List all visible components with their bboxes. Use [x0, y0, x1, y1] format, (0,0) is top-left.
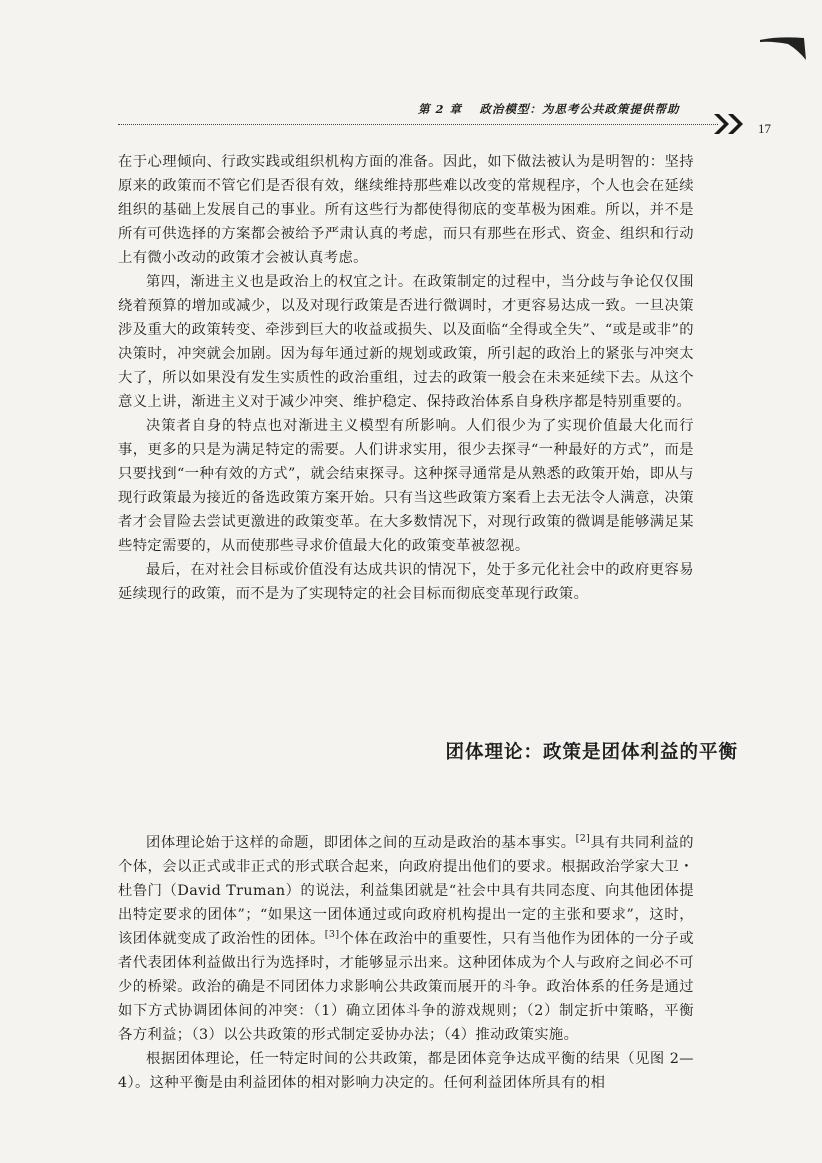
section-body-1 [118, 150, 694, 606]
paragraph [118, 831, 694, 1047]
text-run: 具有共同利益的个体，会以正式或非正式的形式联合起来，向政府提出他们的要求。根据政治学家大卫・杜鲁门（David Truman）的说法，利益集团就是“社会中具有共同态度、向其他团体提出特定要求的团体”；“如果这一团体通过或向政府机构提出一定的主张和要求”，这时，该团体就变成了政治性的团体。 [118, 835, 694, 947]
page-number: 17 [758, 121, 771, 136]
chevron-right-icon [712, 112, 746, 136]
paragraph: 在于心理倾向、行政实践或组织机构方面的准备。因此，如下做法被认为是明智的：坚持原来的政策而不管它们是否很有效，继续维持那些难以改变的常规程序，个人也会在延续组织的基础上发展自己的事业。所有这些行为都使得彻底的变革极为困难。所以，并不是所有可供选择的方案都会被给予严肃认真的考虑，而只有那些在形式、资金、组织和行动上有微小改动的政策才会被认真考虑。 [118, 154, 694, 266]
citation-marker: [2] [575, 833, 591, 845]
text-run: 个体在政治中的重要性，只有当他作为团体的一分子或者代表团体利益做出行为选择时，才能够显示出来。这种团体成为个人与政府之间必不可少的桥梁。政治的确是不同团体力求影响公共政策而展开的斗争。政治体系的任务是通过如下方式协调团体间的冲突：（1）确立团体斗争的游戏规则；（2）制定折中策略，平衡各方利益；（3）以公共政策的形式制定妥协办法；（4）推动政策实施。 [118, 931, 694, 1043]
chapter-title: 第 2 章 政治模型：为思考公共政策提供帮助 [418, 102, 680, 116]
section-heading: 团体理论：政策是团体利益的平衡 [445, 742, 738, 763]
paragraph: 最后，在对社会目标或价值没有达成共识的情况下，处于多元化社会中的政府更容易延续现行的政策，而不是为了实现特定的社会目标而彻底变革现行政策。 [118, 562, 694, 602]
paragraph: 根据团体理论，任一特定时间的公共政策，都是团体竞争达成平衡的结果（见图 2—4）。这种平衡是由利益团体的相对影响力决定的。任何利益团体所具有的相 [118, 1051, 694, 1091]
section-body-2 [118, 831, 694, 1095]
running-header [118, 98, 738, 138]
paragraph: 决策者自身的特点也对渐进主义模型有所影响。人们很少为了实现价值最大化而行事，更多的只是为满足特定的需要。人们讲求实用，很少去探寻“一种最好的方式”，而是只要找到“一种有效的方式”，就会结束探寻。这种探寻通常是从熟悉的政策开始，即从与现行政策最为接近的备选政策方案开始。只有当这些政策方案看上去无法令人满意，决策者才会冒险去尝试更激进的政策变革。在大多数情况下，对现行政策的微调是能够满足某些特定需要的，从而使那些寻求价值最大化的政策变革被忽视。 [118, 418, 694, 554]
text-run: 团体理论始于这样的命题，即团体之间的互动是政治的基本事实。 [146, 835, 576, 851]
citation-marker: [3] [324, 929, 340, 941]
scan-corner-mark [758, 30, 808, 70]
header-rule [118, 124, 718, 125]
paragraph: 第四，渐进主义也是政治上的权宜之计。在政策制定的过程中，当分歧与争论仅仅围绕着预算的增加或减少，以及对现行政策是否进行微调时，才更容易达成一致。一旦决策涉及重大的政策转变、牵涉到巨大的收益或损失、以及面临“全得或全失”、“或是或非”的决策时，冲突就会加剧。因为每年通过新的规划或政策，所引起的政治上的紧张与冲突太大了，所以如果没有发生实质性的政治重组，过去的政策一般会在未来延续下去。从这个意义上讲，渐进主义对于减少冲突、维护稳定、保持政治体系自身秩序都是特别重要的。 [118, 274, 694, 410]
